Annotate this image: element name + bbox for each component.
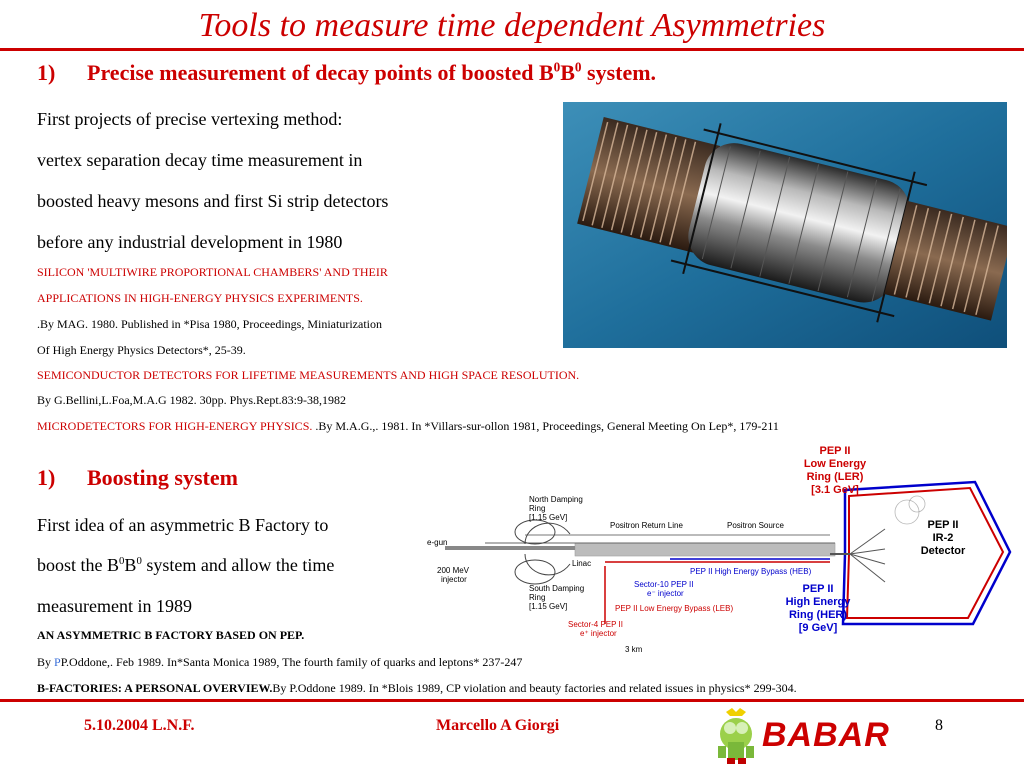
her-label-2: High Energy: [785, 596, 851, 608]
heb-label: PEP II High Energy Bypass (HEB): [690, 567, 812, 576]
section1-line-1: First projects of precise vertexing method:: [37, 109, 343, 129]
ref3-cite: .By M.A.G.,. 1981. In *Villars-sur-ollon 1981, Proceedings, General Meeting On Lep*, 179-211: [312, 419, 779, 433]
section2-line2-sup2: 0: [136, 555, 142, 567]
linac-label: Linac: [572, 559, 592, 568]
sector4-label-1: Sector-4 PEP II: [568, 620, 623, 629]
footer-author: Marcello A Giorgi: [436, 717, 560, 734]
section1-number: 1): [37, 60, 56, 85]
section1-heading: [37, 60, 656, 86]
ref2-title: SEMICONDUCTOR DETECTORS FOR LIFETIME MEASUREMENTS AND HIGH SPACE RESOLUTION.: [37, 368, 580, 382]
south-ring-label-3: [1.15 GeV]: [529, 602, 568, 611]
ref4-p: P: [54, 655, 61, 669]
sector10-label-1: Sector-10 PEP II: [634, 580, 694, 589]
ref3-line: [37, 418, 779, 434]
section1-line-2: vertex separation decay time measurement in: [37, 150, 363, 170]
ref1-cite-b: Of High Energy Physics Detectors*, 25-39.: [37, 343, 246, 357]
ler-label-2: Low Energy: [803, 458, 867, 470]
footer-date: 5.10.2004 L.N.F.: [84, 717, 195, 734]
section2-heading-text: Boosting system: [87, 465, 238, 490]
slide-title: Tools to measure time dependent Asymmetries: [198, 7, 826, 44]
section2-line2-pre: boost the B: [37, 555, 120, 575]
her-label-1: PEP II: [802, 583, 834, 595]
babar-logo: [712, 704, 907, 766]
elephant-icon: [712, 704, 760, 766]
leb-label: PEP II Low Energy Bypass (LEB): [615, 604, 734, 613]
ref4-cite: P.Oddone,. Feb 1989. In*Santa Monica 1989, The fourth family of quarks and leptons* 237-247: [60, 655, 523, 669]
babar-wordmark: BABAR: [762, 716, 890, 754]
north-ring-label-3: [1.15 GeV]: [529, 513, 568, 522]
scale-label: 3 km: [625, 645, 643, 654]
title-rule: [0, 48, 1024, 51]
ref5-cite: By P.Oddone 1989. In *Blois 1989, CP violation and beauty factories and related issues in physics* 299-304.: [272, 681, 797, 695]
ir2-label-1: PEP II: [927, 519, 959, 531]
section1-heading-post: system.: [581, 60, 657, 85]
section2-line2-sup1: 0: [119, 555, 125, 567]
ir2-label-2: IR-2: [932, 532, 954, 544]
positron-return-label: Positron Return Line: [610, 521, 683, 530]
footer-rule: [0, 699, 1024, 702]
north-ring-label-1: North Damping: [529, 495, 583, 504]
ref1-title-b: APPLICATIONS IN HIGH-ENERGY PHYSICS EXPERIMENTS.: [37, 291, 363, 305]
section1-line-4: before any industrial development in 1980: [37, 232, 343, 252]
footer-page-number: 8: [935, 717, 943, 734]
ir2-label-3: Detector: [920, 545, 966, 557]
ref4-by: By: [37, 655, 55, 669]
ler-label-4: [3.1 GeV]: [811, 484, 859, 496]
ref3-title: MICRODETECTORS FOR HIGH-ENERGY PHYSICS.: [37, 419, 313, 433]
injector-label-1: 200 MeV: [437, 566, 470, 575]
her-label-3: Ring (HER): [788, 609, 848, 621]
pep2-diagram: [425, 444, 1015, 656]
section1-heading-mid: B: [560, 60, 575, 85]
section1-sup1: 0: [553, 59, 561, 75]
section2-line-1: First idea of an asymmetric B Factory to: [37, 515, 329, 535]
ler-label-1: PEP II: [819, 445, 851, 457]
section2-line2-mid: B: [124, 555, 137, 575]
south-ring-label-1: South Damping: [529, 584, 585, 593]
positron-source-label: Positron Source: [727, 521, 784, 530]
section2-heading: [37, 465, 238, 491]
section2-number: 1): [37, 465, 56, 490]
injector-label-2: injector: [441, 575, 467, 584]
detector-image-svg: [563, 102, 1007, 348]
silicon-detector-photo: [563, 102, 1007, 348]
ref4-title: AN ASYMMETRIC B FACTORY BASED ON PEP.: [37, 628, 305, 642]
section1-line-3: boosted heavy mesons and first Si strip detectors: [37, 191, 389, 211]
sector4-label-2: e⁺ injector: [580, 629, 617, 638]
north-ring-label-2: Ring: [529, 504, 546, 513]
south-ring-label-2: Ring: [529, 593, 546, 602]
her-label-4: [9 GeV]: [798, 622, 838, 634]
ref1-cite-a: .By MAG. 1980. Published in *Pisa 1980, Proceedings, Miniaturization: [37, 317, 382, 331]
section2-line2-post: system and allow the time: [141, 555, 335, 575]
ref1-title-a: SILICON 'MULTIWIRE PROPORTIONAL CHAMBERS' AND THEIR: [37, 265, 388, 279]
ref5-line: [37, 680, 797, 696]
sector10-label-2: e⁻ injector: [647, 589, 684, 598]
pep2-diagram-svg: [425, 444, 1015, 656]
section2-line-2: [37, 554, 334, 576]
ref5-title: B-FACTORIES: A PERSONAL OVERVIEW.: [37, 681, 273, 695]
egun-label: e-gun: [427, 538, 448, 547]
ler-label-3: Ring (LER): [806, 471, 864, 483]
ref2-cite: By G.Bellini,L.Foa,M.A.G 1982. 30pp. Phys.Rept.83:9-38,1982: [37, 393, 347, 407]
section1-sup2: 0: [574, 59, 582, 75]
section2-line-3: measurement in 1989: [37, 596, 192, 616]
ref4-line: [37, 654, 522, 670]
section1-heading-pre: Precise measurement of decay points of boosted B: [87, 60, 554, 85]
